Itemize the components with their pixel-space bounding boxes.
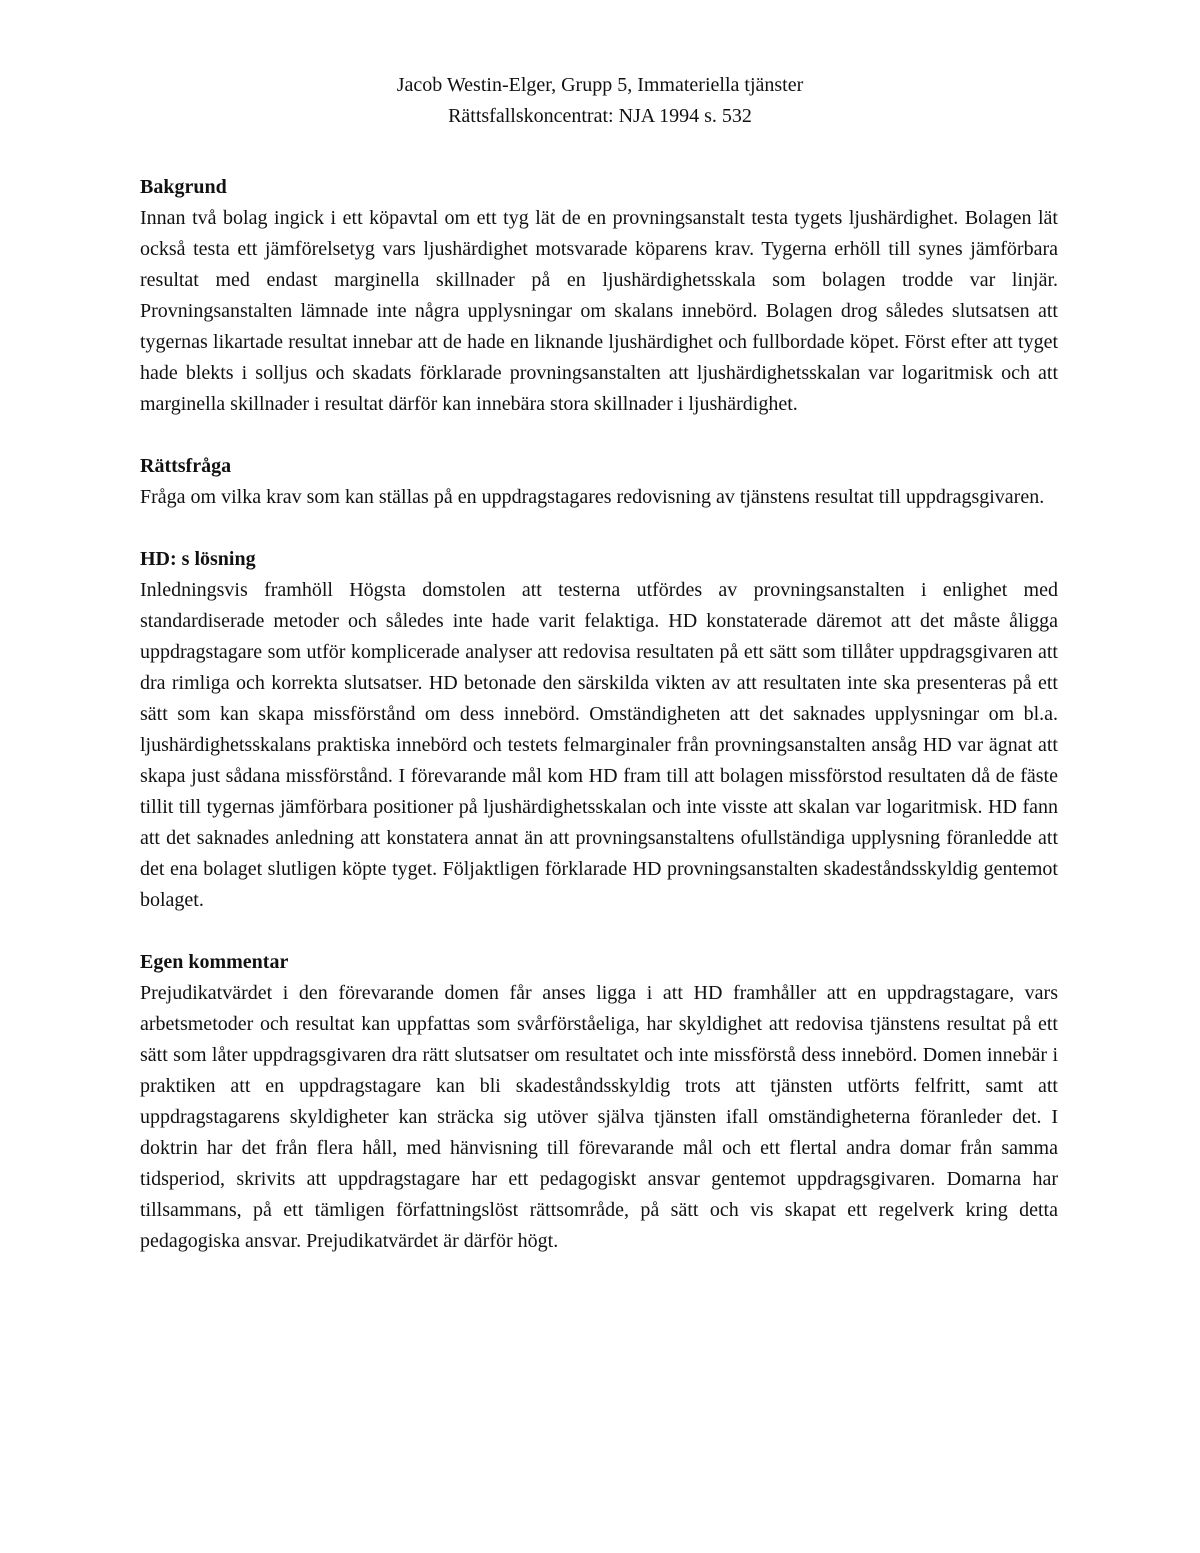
section-heading: Rättsfråga [140,455,232,477]
author-course-line: Jacob Westin-Elger, Grupp 5, Immateriella tjänster [396,74,804,96]
section-heading: Egen kommentar [140,951,289,973]
section-rattsfraga [140,451,1058,513]
section-heading: Bakgrund [140,176,227,198]
section-egen-kommentar [140,947,1058,1257]
case-reference-line: Rättsfallskoncentrat: NJA 1994 s. 532 [448,105,752,127]
document-body [140,172,1058,1288]
section-text: Fråga om vilka krav som kan ställas på en uppdragstagares redovisning av tjänstens resultat till uppdragsgivaren. [140,486,1045,508]
section-bakgrund [140,172,1058,420]
section-text: Innan två bolag ingick i ett köpavtal om ett tyg lät de en provningsanstalt testa tygets ljushärdighet. Bolagen lät också testa ett jämförelsetyg vars ljushärdighet motsvarade köparens krav. Tygerna erhöll till synes jämförbara resultat med endast marginella skillnader på en ljushärdighetsskala som bolagen trodde var linjär. Provningsanstalten lämnade inte några upplysningar om skalans innebörd. Bolagen drog således slutsatsen att tygernas likartade resultat innebar att de hade en liknande ljushärdighet och fullbordade köpet. Först efter att tyget hade blekts i solljus och skadats förklarade provningsanstalten att ljushärdighetsskalan var logaritmisk och att marginella skillnader i resultat därför kan innebära stora skillnader i ljushärdighet. [140,207,1058,415]
section-text: Prejudikatvärdet i den förevarande domen får anses ligga i att HD framhåller att en uppdragstagare, vars arbetsmetoder och resultat kan uppfattas som svårförståeliga, har skyldighet att redovisa tjänstens resultat på ett sätt som låter uppdragsgivaren dra rätt slutsatser om resultatet och inte missförstå dess innebörd. Domen innebär i praktiken att en uppdragstagare kan bli skadeståndsskyldig trots att tjänsten utförts felfritt, samt att uppdragstagarens skyldigheter kan sträcka sig utöver själva tjänsten ifall omständigheterna föranleder det. I doktrin har det från flera håll, med hänvisning till förevarande mål och ett flertal andra domar från samma tidsperiod, skrivits att uppdragstagare har ett pedagogiskt ansvar gentemot uppdragsgivaren. Domarna har tillsammans, på ett tämligen författningslöst rättsområde, på sätt och vis skapat ett regelverk kring detta pedagogiska ansvar. Prejudikatvärdet är därför högt. [140,982,1058,1252]
section-heading: HD: s lösning [140,548,256,570]
section-hd-losning [140,544,1058,916]
section-text: Inledningsvis framhöll Högsta domstolen att testerna utfördes av provningsanstalten i enlighet med standardiserade metoder och således inte hade varit felaktiga. HD konstaterade däremot att det måste åligga uppdragstagare som utför komplicerade analyser att redovisa resultaten på ett sätt som tillåter uppdragsgivaren att dra rimliga och korrekta slutsatser. HD betonade den särskilda vikten av att resultaten inte ska presenteras på ett sätt som kan skapa missförstånd om dess innebörd. Omständigheten att det saknades upplysningar om bl.a. ljushärdighetsskalans praktiska innebörd och testets felmarginaler från provningsanstalten ansåg HD var ägnat att skapa just sådana missförstånd. I förevarande mål kom HD fram till att bolagen missförstod resultaten då de fäste tillit till tygernas jämförbara positioner på ljushärdighetsskalan och inte visste att skalan var logaritmisk. HD fann att det saknades anledning att konstatera annat än att provningsanstaltens ofullständiga upplysning föranledde att det ena bolaget slutligen köpte tyget. Följaktligen förklarade HD provningsanstalten skadeståndsskyldig gentemot bolaget. [140,579,1058,911]
document-header [0,70,1200,132]
